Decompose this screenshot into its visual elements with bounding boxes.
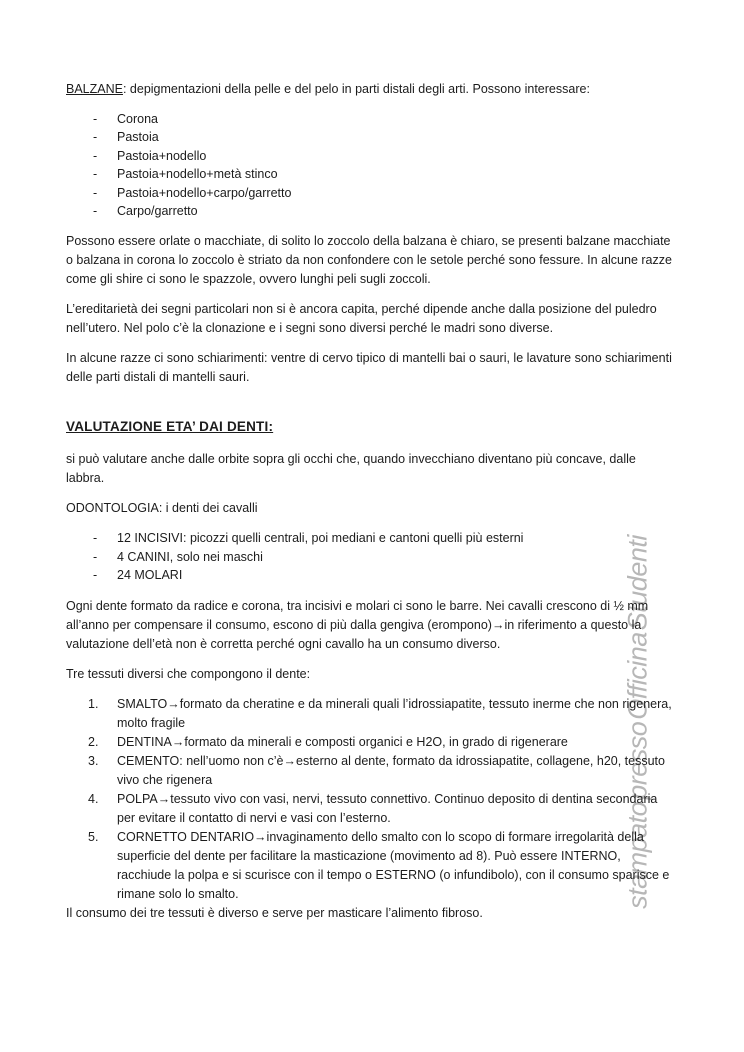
list-item: - 24 MOLARI [93,566,676,584]
paragraph-schiarimenti: In alcune razze ci sono schiarimenti: ventre di cervo tipico di mantelli bai o sauri, le lavature sono schiarimenti delle parti distali di mantelli sauri. [66,351,672,385]
paragraph-tessuti-intro: Tre tessuti diversi che compongono il dente: [66,666,311,681]
watermark-text: stampato presso Officina Studenti [622,535,653,909]
list-item: - Carpo/garretto [93,202,676,220]
list-item: - Pastoia+nodello+metà stinco [93,165,676,183]
paragraph-odontologia: ODONTOLOGIA: i denti dei cavalli [66,501,258,516]
list-item: CORNETTO DENTARIO→invaginamento dello smalto con lo scopo di formare irregolarità della superficie del dente per facilitare la masticazione (movimento ad 8). Può essere INTERNO, racchiude la polpa e si scurisce con il tempo o ESTERNO (o infundibolo), con il consumo sparisce e rimane solo lo smalto. [117,829,670,901]
list-item: - Pastoia+nodello+carpo/garretto [93,184,676,202]
list-item: - 4 CANINI, solo nei maschi [93,548,676,566]
paragraph-ereditarieta: L’ereditarietà dei segni particolari non si è ancora capita, perché dipende anche dalla posizione del puledro nell’utero. Nel polo c’è la clonazione e i segni sono diversi perché le madri sono diverse. [66,302,657,336]
balzane-term: BALZANE [66,82,123,96]
paragraph-dente: Ogni dente formato da radice e corona, tra incisivi e molari ci sono le barre. Nei cavalli crescono di ½ mm all’anno per compensare il consumo, escono di più dalla gengiva (erompono)→in riferimento a questo la valutazione dell’età non è corretta perché ogni cavallo ha un consumo diverso. [66,598,649,651]
paragraph-orbite: si può valutare anche dalle orbite sopra gli occhi che, quando invecchiano diventano più concave, dalle labbra. [66,452,636,486]
paragraph-balzane-intro [66,80,676,99]
paragraph-orlate: Possono essere orlate o macchiate, di solito lo zoccolo della balzana è chiaro, se presenti balzane macchiate o balzana in corona lo zoccolo è striato da non confondere con le setole perché sono fessure. In alcune razze come gli shire ci sono le spazzole, ovvero lunghi peli sugli zoccoli. [66,234,672,287]
list-item: - Corona [93,110,676,128]
section-heading-valutazione-eta: VALUTAZIONE ETA’ DAI DENTI: [66,419,274,435]
list-item: POLPA→tessuto vivo con vasi, nervi, tessuto connettivo. Continuo deposito di dentina secondaria per evitare il contatto di nervi e vasi con l’esterno. [117,791,658,825]
tissues-list [66,695,676,904]
list-item: SMALTO→formato da cheratine e da minerali quali l’idrossiapatite, tessuto inerme che non rigenera, molto fragile [117,696,672,730]
list-item: - 12 INCISIVI: picozzi quelli centrali, poi mediani e cantoni quelli più esterni [93,529,676,547]
paragraph-consumo: Il consumo dei tre tessuti è diverso e serve per masticare l’alimento fibroso. [66,905,483,920]
list-item: CEMENTO: nell’uomo non c’è→esterno al dente, formato da idrossiapatite, collagene, h20, tessuto vivo che rigenera [117,753,665,787]
document-content [66,80,676,923]
list-item: - Pastoia [93,128,676,146]
list-item: - Pastoia+nodello [93,147,676,165]
list-item: DENTINA→formato da minerali e composti organici e H2O, in grado di rigenerare [117,734,568,749]
teeth-list [66,529,676,584]
balzane-list [66,110,676,220]
balzane-intro-rest: : depigmentazioni della pelle e del pelo in parti distali degli arti. Possono interessare: [122,82,590,96]
